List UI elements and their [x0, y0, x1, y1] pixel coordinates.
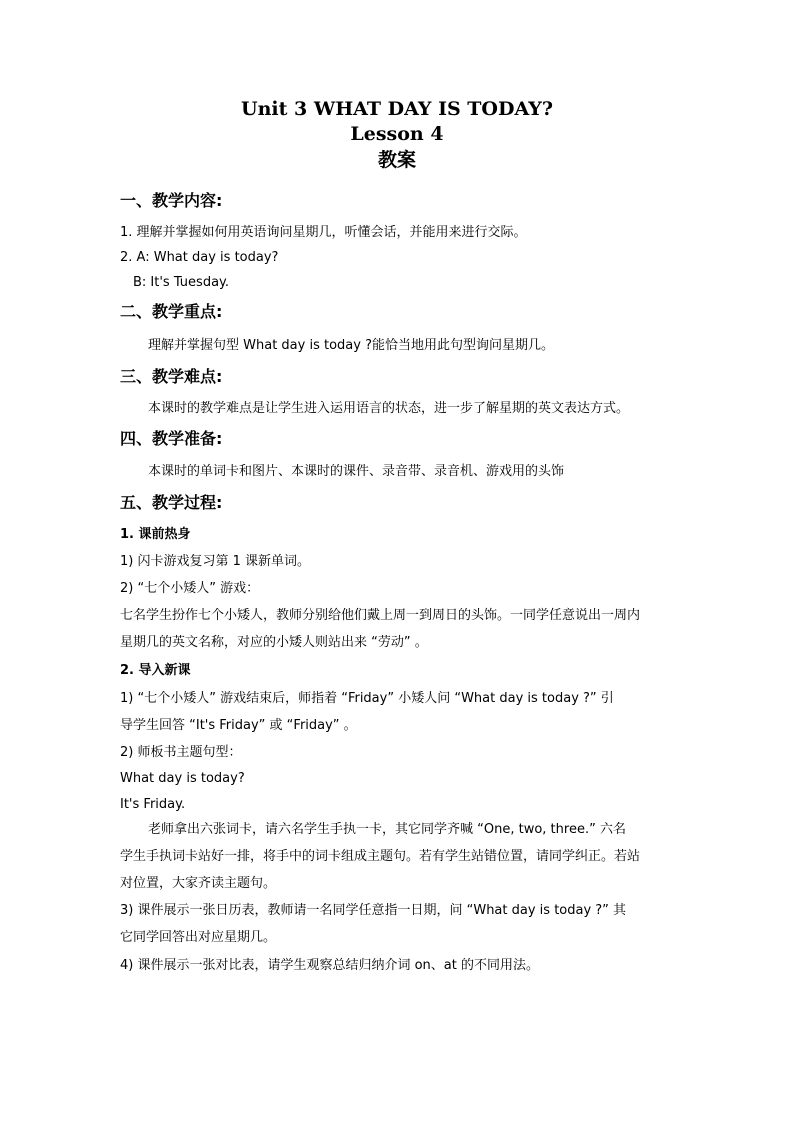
section-heading-difficulty: 三、教学难点: [120, 367, 223, 386]
content-line-2: 2. A: What day is today? [120, 250, 279, 265]
content-line-3: B: It's Tuesday. [133, 275, 230, 290]
process-line: 1) 闪卡游戏复习第 1 课新单词。 [120, 554, 311, 569]
process-line: 导学生回答 “It's Friday” 或 “Friday” 。 [120, 718, 357, 733]
preparation-line: 本课时的单词卡和图片、本课时的课件、录音带、录音机、游戏用的头饰 [148, 464, 565, 479]
process-line: 4) 课件展示一张对比表，请学生观察总结归纳介词 on、at 的不同用法。 [120, 958, 539, 973]
lesson-title: Lesson 4 [350, 123, 444, 145]
unit-title: Unit 3 WHAT DAY IS TODAY? [241, 98, 553, 120]
process-line: 星期几的英文名称，对应的小矮人则站出来 “劳动” 。 [120, 635, 428, 650]
process-line: 它同学回答出对应星期几。 [120, 930, 277, 945]
process-line: 老师拿出六张词卡，请六名学生手执一卡，其它同学齐喊 “One, two, three.” 六名 [148, 822, 626, 837]
section-heading-preparation: 四、教学准备: [120, 429, 223, 448]
process-line: 1) “七个小矮人” 游戏结束后，师指着 “Friday” 小矮人问 “What day is today ?” 引 [120, 691, 614, 706]
process-line: 学生手执词卡站好一排，将手中的词卡组成主题句。若有学生站错位置，请同学纠正。若站 [120, 849, 641, 864]
process-step-2-heading: 2. 导入新课 [120, 663, 191, 678]
section-heading-process: 五、教学过程: [120, 493, 223, 512]
difficulty-line: 本课时的教学难点是让学生进入运用语言的状态，进一步了解星期的英文表达方式。 [148, 401, 630, 416]
section-heading-content: 一、教学内容: [120, 191, 223, 210]
section-heading-focus: 二、教学重点: [120, 302, 223, 321]
process-step-1-heading: 1. 课前热身 [120, 527, 191, 542]
focus-line: 理解并掌握句型 What day is today ?能恰当地用此句型询问星期几。 [148, 338, 554, 353]
process-line: 2) 师板书主题句型： [120, 745, 242, 760]
doc-type-title: 教案 [377, 149, 416, 171]
process-line: 2) “七个小矮人” 游戏： [120, 581, 260, 596]
process-line: It's Friday. [120, 797, 186, 812]
process-line: 对位置，大家齐读主题句。 [120, 876, 277, 891]
process-line: 3) 课件展示一张日历表，教师请一名同学任意指一日期，问 “What day is today ?” 其 [120, 903, 627, 918]
content-line-1: 1. 理解并掌握如何用英语询问星期几，听懂会话，并能用来进行交际。 [120, 225, 527, 240]
process-line: What day is today? [120, 771, 245, 786]
process-line: 七名学生扮作七个小矮人，教师分别给他们戴上周一到周日的头饰。一同学任意说出一周内 [120, 608, 641, 623]
